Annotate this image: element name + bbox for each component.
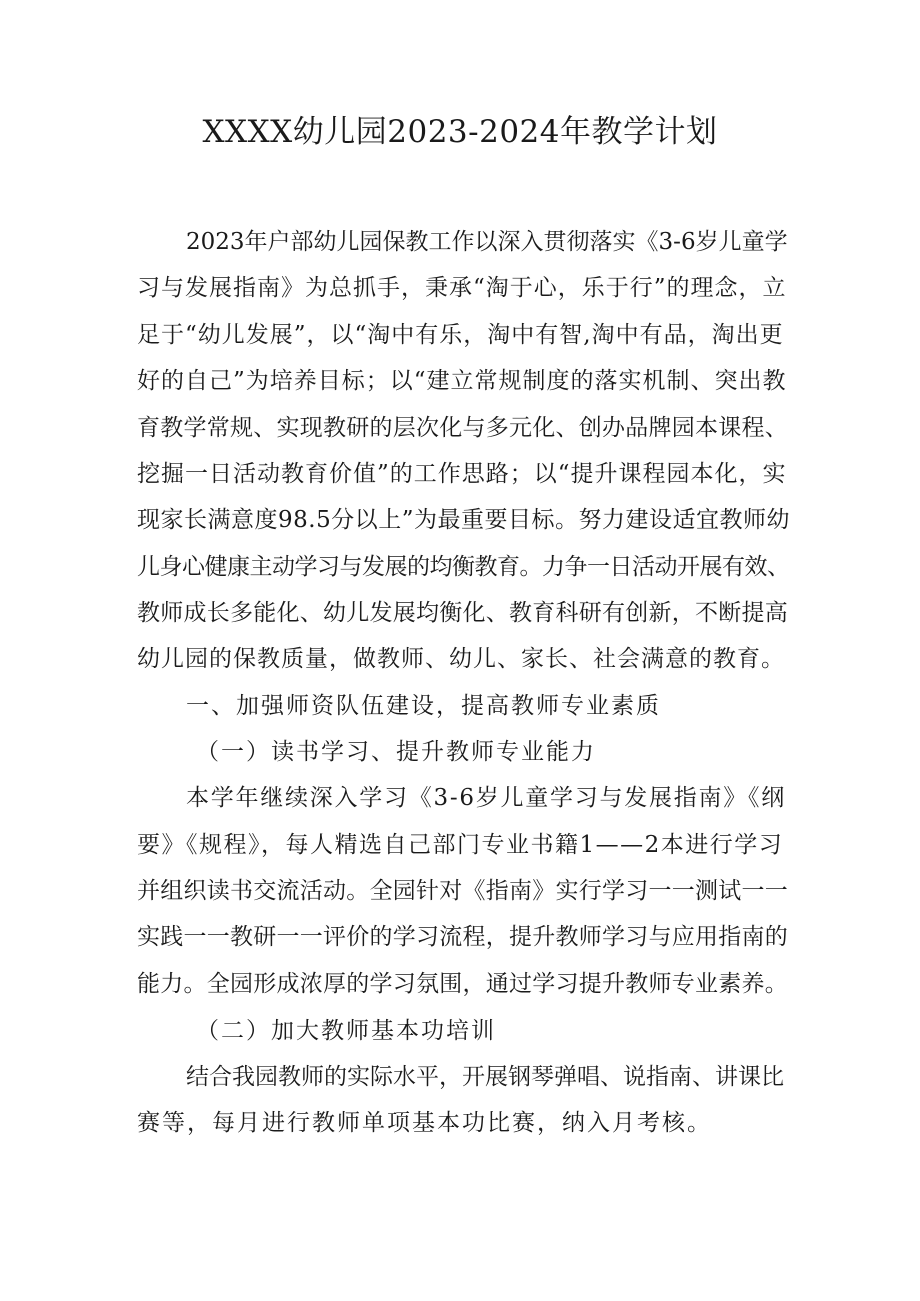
subsection-heading: （一）读书学习、提升教师专业能力 — [196, 739, 596, 765]
paragraph-line: 结合我园教师的实际水平，开展钢琴弹唱、说指南、讲课比 — [186, 1064, 784, 1090]
paragraph-line: 本学年继续深入学习《3-6岁儿童学习与发展指南》《纲 — [186, 785, 787, 811]
paragraph-line: 习与发展指南》为总抓手，秉承“淘于心，乐于行”的理念，立 — [137, 275, 787, 301]
paragraph-line: 儿身心健康主动学习与发展的均衡教育。力争一日活动开展有效、 — [137, 554, 790, 580]
section-heading: 一、加强师资队伍建设，提高教师专业素质 — [186, 693, 661, 719]
paragraph-line: 幼儿园的保教质量，做教师、幼儿、家长、社会满意的教育。 — [137, 646, 785, 672]
paragraph-line: 挖掘一日活动教育价值”的工作思路；以“提升课程园本化，实 — [137, 461, 787, 487]
paragraph-line: 育教学常规、实现教研的层次化与多元化、创办品牌园本课程、 — [137, 415, 788, 441]
paragraph-line: 教师成长多能化、幼儿发展均衡化、教育科研有创新，不断提高 — [137, 600, 788, 626]
paragraph-line: 实践一一教研一一评价的学习流程，提升教师学习与应用指南的 — [137, 924, 788, 950]
subsection-heading: （二）加大教师基本功培训 — [196, 1018, 496, 1044]
paragraph-line: 并组织读书交流活动。全园针对《指南》实行学习一一测试一一 — [137, 878, 788, 904]
paragraph-line: 能力。全园形成浓厚的学习氛围，通过学习提升教师专业素养。 — [137, 971, 788, 997]
paragraph-line: 足于“幼儿发展”，以“淘中有乐，淘中有智,淘中有品，淘出更 — [137, 322, 784, 348]
paragraph-line: 2023年户部幼儿园保教工作以深入贯彻落实《3-6岁儿童学 — [186, 229, 788, 255]
document-title: XXXX幼儿园2023-2024年教学计划 — [202, 114, 718, 150]
paragraph-line: 好的自己”为培养目标；以“建立常规制度的落实机制、突出教 — [137, 368, 787, 394]
paragraph-line: 赛等，每月进行教师单项基本功比赛，纳入月考核。 — [137, 1110, 712, 1136]
paragraph-line: 现家长满意度98.5分以上”为最重要目标。努力建设适宜教师幼 — [137, 507, 790, 533]
paragraph-line: 要》《规程》，每人精选自己部门专业书籍1——2本进行学习 — [137, 832, 784, 858]
